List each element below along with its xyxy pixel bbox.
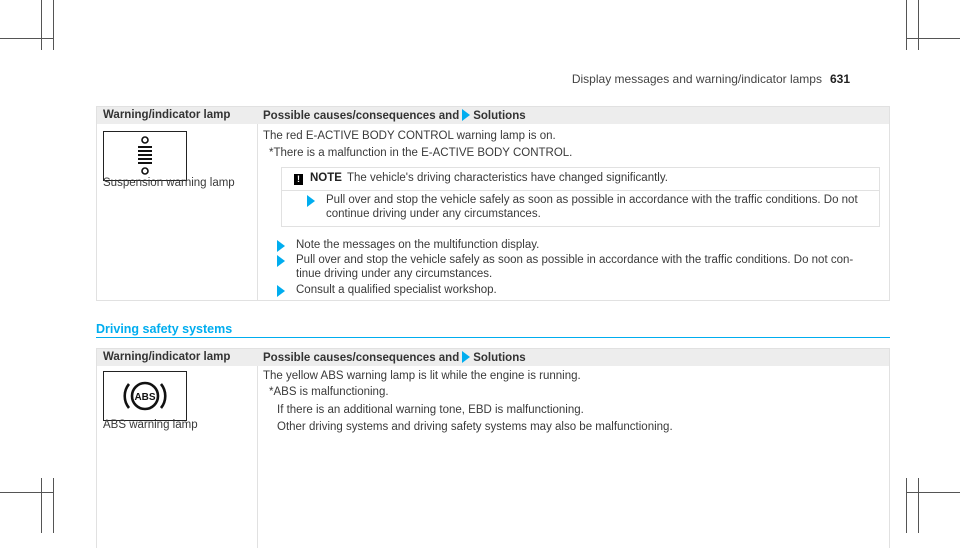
abs-icon-text: ABS bbox=[134, 392, 156, 403]
crop-mark bbox=[0, 492, 54, 493]
col-header-causes: Possible causes/consequences and Solutions bbox=[263, 352, 526, 364]
abs-table bbox=[96, 348, 890, 548]
abs-warning-icon bbox=[103, 371, 187, 421]
crop-mark bbox=[906, 38, 960, 39]
column-divider bbox=[257, 366, 258, 548]
step-arrow-icon bbox=[307, 195, 315, 207]
crop-mark bbox=[906, 492, 960, 493]
step-arrow-icon bbox=[277, 285, 285, 297]
note-title: NOTE bbox=[310, 172, 342, 184]
running-header bbox=[572, 72, 850, 86]
step-arrow-icon bbox=[277, 240, 285, 252]
step-text: Consult a qualified specialist workshop. bbox=[296, 284, 497, 296]
crop-mark bbox=[53, 0, 54, 50]
crop-mark bbox=[53, 478, 54, 533]
cause-line: *ABS is malfunctioning. bbox=[269, 386, 389, 398]
col-header-lamp: Warning/indicator lamp bbox=[103, 109, 231, 121]
page-number: 631 bbox=[829, 72, 850, 86]
step-text: tinue driving under any circumstances. bbox=[296, 268, 493, 280]
cause-line: The red E-ACTIVE BODY CONTROL warning lamp is on. bbox=[263, 130, 556, 142]
section-rule bbox=[96, 337, 890, 338]
crop-mark bbox=[906, 0, 907, 50]
cause-line: If there is an additional warning tone, EBD is malfunctioning. bbox=[277, 404, 584, 416]
lamp-label: ABS warning lamp bbox=[103, 419, 198, 431]
crop-mark bbox=[0, 38, 54, 39]
crop-mark bbox=[918, 0, 919, 50]
crop-mark bbox=[918, 478, 919, 533]
cause-line: The yellow ABS warning lamp is lit while the engine is running. bbox=[263, 370, 581, 382]
note-text: The vehicle's driving characteristics have changed significantly. bbox=[347, 172, 668, 184]
note-box bbox=[281, 167, 880, 227]
cause-line: *There is a malfunction in the E-ACTIVE BODY CONTROL. bbox=[269, 147, 573, 159]
crop-mark bbox=[41, 0, 42, 50]
solutions-arrow-icon bbox=[462, 109, 470, 121]
step-arrow-icon bbox=[277, 255, 285, 267]
table-header bbox=[97, 107, 889, 124]
suspension-warning-icon bbox=[103, 131, 187, 181]
table-header bbox=[97, 349, 889, 366]
warning-exclamation-icon: ! bbox=[294, 174, 303, 185]
step-text: Note the messages on the multifunction display. bbox=[296, 239, 540, 251]
note-divider bbox=[282, 190, 879, 191]
col-header-causes: Possible causes/consequences and Solutions bbox=[263, 110, 526, 122]
suspension-table bbox=[96, 106, 890, 301]
note-step-line: Pull over and stop the vehicle safely as soon as possible in accordance with the traffic conditions. Do not bbox=[326, 194, 858, 206]
note-step-line: continue driving under any circumstances. bbox=[326, 208, 541, 220]
crop-mark bbox=[41, 478, 42, 533]
crop-mark bbox=[906, 478, 907, 533]
col-header-lamp: Warning/indicator lamp bbox=[103, 351, 231, 363]
step-text: Pull over and stop the vehicle safely as soon as possible in accordance with the traffic conditions. Do not con- bbox=[296, 254, 854, 266]
section-title: Driving safety systems bbox=[96, 322, 233, 336]
cause-line: Other driving systems and driving safety systems may also be malfunctioning. bbox=[277, 421, 673, 433]
column-divider bbox=[257, 124, 258, 300]
header-section-title: Display messages and warning/indicator lamps bbox=[571, 72, 822, 86]
lamp-label: Suspension warning lamp bbox=[103, 177, 235, 189]
solutions-arrow-icon bbox=[462, 351, 470, 363]
